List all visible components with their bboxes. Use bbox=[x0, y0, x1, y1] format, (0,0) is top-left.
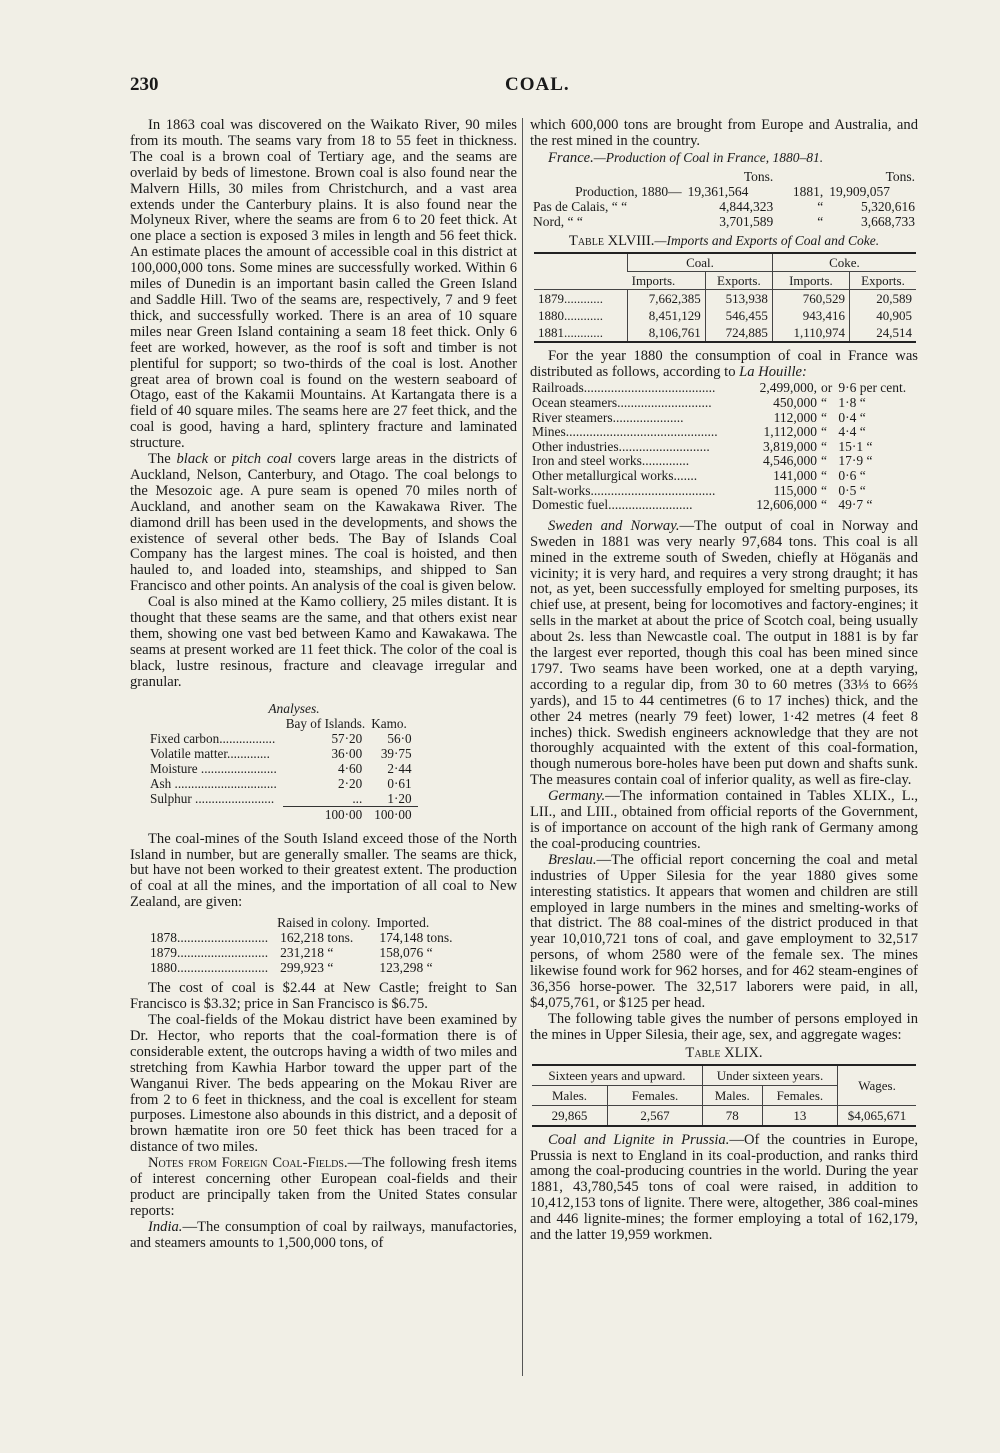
table-row bbox=[530, 184, 918, 199]
consumption-tons: 1,112,000 bbox=[763, 424, 818, 440]
analyses-table bbox=[144, 701, 517, 822]
consumption-label: Salt-works..................................... bbox=[532, 482, 716, 498]
paragraph-silesia-table-intro: The following table gives the number of persons employed in the mines in Upper Silesia, their age, sex, and aggregate wages: bbox=[530, 1010, 918, 1043]
silesia-header-minor: Under sixteen years. bbox=[702, 1065, 837, 1086]
ie-value: 24,514 bbox=[849, 324, 916, 342]
text: —Of the countries in Europe, Prussia is next to England in its coal-production, and ranks third among the coal-producing countries in the world. During the year 1881, 43,780,545 tons of coal were raised, in addition to 10,412,153 tons of lignite. There were, altogether, 386 coal-mines and 446 lignite-mines; the former employing a total of 162,179, and the latter 19,959 workmen. bbox=[530, 1131, 918, 1244]
paragraph-germany bbox=[530, 789, 918, 853]
page-number: 230 bbox=[130, 74, 159, 95]
analyses-value: ... bbox=[352, 790, 363, 806]
consumption-label: Other metallurgical works....... bbox=[532, 468, 698, 483]
paragraph-south-island: The coal-mines of the South Island exceed those of the North Island in number, but are generally smaller. The seams are thick, but have not been worked to their greatest extent. The production of coal at all the mines, and the importation of all coal to New Zealand, are given: bbox=[130, 830, 517, 911]
analyses-label: Fixed carbon................. bbox=[150, 730, 276, 746]
text: —The following fresh items of interest concerning other European coal-fields and their product are principally taken from the United States consular reports: bbox=[130, 1155, 517, 1219]
france-production-table bbox=[530, 169, 918, 229]
ie-value: 20,589 bbox=[849, 289, 916, 307]
table-row bbox=[530, 440, 918, 455]
silesia-subheader: Females. bbox=[608, 1085, 703, 1105]
consumption-tons: 141,000 bbox=[773, 468, 818, 483]
nz-year bbox=[144, 945, 274, 960]
ie-value: 760,529 bbox=[772, 289, 849, 307]
right-column bbox=[530, 118, 918, 1244]
table-row bbox=[144, 960, 459, 975]
page-header bbox=[130, 70, 920, 100]
nz-raised: 299,923 “ bbox=[280, 960, 334, 976]
consumption-pct: 15·1 “ bbox=[838, 438, 873, 454]
section-heading: India. bbox=[148, 1218, 183, 1235]
text: covers large areas in the districts of Auckland, Nelson, Canterbury, and Otago. The coal belongs to the Mesozoic age. A pure seam is opened 70 miles north of Auckland, and another seam on the Kawakawa River. The diamond drill has been used in the developments, and shows the existence of several other beds. The Bay of Islands Coal Company has the largest mines. The coal is hoisted, and then hauled to, and loaded into, steamships, and shipped to San Francisco and other points. An analysis of the coal is given below. bbox=[130, 451, 517, 595]
ie-value: 513,938 bbox=[705, 289, 772, 307]
table-row bbox=[144, 731, 418, 746]
section-heading: Germany. bbox=[548, 788, 606, 805]
paragraph-breslau bbox=[530, 853, 918, 1012]
nz-imported: 174,148 tons. bbox=[379, 930, 453, 946]
fr-header-blank bbox=[530, 169, 685, 184]
imports-exports-table bbox=[534, 252, 916, 343]
paragraph-cost: The cost of coal is $2.44 at New Castle; freight to San Francisco is $3.32; price in San Francisco is $6.75. bbox=[130, 980, 517, 1013]
table-row bbox=[144, 791, 418, 807]
consumption-tons: 450,000 bbox=[773, 395, 818, 411]
paragraph-waikato: In 1863 coal was discovered on the Waikato River, 90 miles from its mouth. The seams vary from 18 to 55 feet in thickness. The coal is a brown coal of Tertiary age, and the seams are overlaid by beds of limestone. Brown coal is also found near the Malvern Hills, 30 miles from Christchurch, and a vast area extends under the Canterbury plains. It is also found near the Molyneux River, where the seams are from 6 to 20 feet thick. At one place a section is exposed 3 miles in length and 56 feet thick. An estimate places the amount of accessible coal in this district at 100,000,000 tons. Some mines are successfully worked. Within 6 miles of Dunedin is an important basin called the Green Island and Saddle Hill. Two of the seams are, respectively, 7 and 9 feet thick, and successfully worked. There is an area of 10 square miles near Green Island containing a seam 18 feet thick. Only 6 feet are worked, however, as the roof is soft and timber is not plentiful for support; so two-thirds of the coal is lost. Another great area of brown coal is found on the western seaboard of Otago, east of the Kakamii Mountains. At Kartangata there is a field of 40 square miles. The seams here are 27 feet thick, and the coal is good, having a hard, splintery fracture and laminated structure. bbox=[130, 117, 517, 452]
consumption-pct: 0·4 “ bbox=[838, 409, 866, 425]
silesia-subheader: Females. bbox=[762, 1085, 837, 1105]
section-heading: France. bbox=[548, 149, 594, 166]
text: For the year 1880 the consumption of coal in France was distributed as follows, according to bbox=[530, 347, 918, 380]
fr-label: Production, 1880— bbox=[575, 183, 682, 199]
section-heading: Notes from Foreign Coal-Fields. bbox=[148, 1155, 348, 1172]
consumption-or: “ bbox=[821, 482, 828, 498]
ie-subheader: Imports. bbox=[628, 271, 706, 289]
silesia-subheader: Males. bbox=[702, 1085, 762, 1105]
table-row bbox=[530, 454, 918, 469]
consumption-pct: 0·6 “ bbox=[838, 468, 866, 483]
consumption-tons: 4,546,000 bbox=[763, 453, 818, 469]
analyses-value: 2·44 bbox=[387, 760, 412, 776]
ie-value: 546,455 bbox=[705, 307, 772, 324]
fr-year: “ bbox=[817, 198, 824, 214]
text: or bbox=[208, 451, 232, 468]
analyses-label: Ash ............................... bbox=[150, 775, 277, 791]
consumption-label: Iron and steel works.............. bbox=[532, 453, 690, 469]
silesia-value: 29,865 bbox=[551, 1107, 588, 1123]
consumption-or: “ bbox=[821, 438, 828, 454]
ie-header-coal: Coal. bbox=[628, 253, 773, 272]
leader-dots: ........................... bbox=[177, 930, 269, 946]
paragraph-mokau: The coal-fields of the Mokau district have been examined by Dr. Hector, who reports that the coal-formation there is of considerable extent, the outcrops having a width of two miles and stretching from Kawhia Harbor toward the upper part of the Wanganui River. The beds appearing on the Mokau River are from 2 to 6 feet in thickness, and the coal is excellent for steam purposes. Limestone also abounds in this district, and a deposit of brown hæmatite iron ore 50 feet thick has been traced for a distance of two miles. bbox=[130, 1011, 517, 1156]
silesia-subheader: Males. bbox=[532, 1085, 608, 1105]
analyses-value: 56·0 bbox=[387, 730, 412, 746]
section-heading: Sweden and Norway. bbox=[548, 517, 680, 534]
nz-header-imported: Imported. bbox=[376, 915, 430, 931]
consumption-tons: 112,000 bbox=[773, 409, 818, 425]
paragraph-france-consumption bbox=[530, 349, 918, 381]
fr-header-tons: Tons. bbox=[743, 168, 774, 184]
analyses-label: Sulphur ........................ bbox=[150, 790, 275, 806]
left-column bbox=[130, 118, 517, 1252]
fr-year: “ bbox=[817, 213, 824, 229]
fr-value: 5,320,616 bbox=[861, 198, 915, 214]
nz-raised: 231,218 “ bbox=[280, 945, 334, 961]
fr-label: Nord, “ “ bbox=[533, 213, 583, 229]
paragraph-kamo: Coal is also mined at the Kamo colliery, 25 miles distant. It is thought that these seams are the same, and that others exist near them, showing one vast bed between Kamo and Kawakawa. The seams at present worked are 11 feet thick. The color of the coal is black, lustre resinous, fracture and cleavage irregular and granular. bbox=[130, 594, 517, 690]
silesia-value: $4,065,671 bbox=[838, 1105, 916, 1126]
consumption-label: Mines............................................. bbox=[532, 424, 718, 440]
table-row bbox=[534, 289, 916, 307]
table-row bbox=[534, 307, 916, 324]
consumption-or: or bbox=[821, 380, 833, 396]
year: 1879 bbox=[150, 945, 177, 961]
year: 1878 bbox=[150, 930, 177, 946]
analyses-value: 1·20 bbox=[387, 790, 412, 806]
table-row bbox=[530, 498, 918, 513]
table-label: Table XLVIII. bbox=[568, 232, 655, 249]
table-row bbox=[530, 425, 918, 440]
text: —The information contained in Tables XLIX., L., LII., and LIII., obtained from official reports of the Government, is of importance on account of the high rank of Germany among the coal-producing countries. bbox=[530, 788, 918, 852]
fr-header-tons: Tons. bbox=[885, 168, 915, 184]
consumption-tons: 2,499,000, bbox=[759, 380, 818, 396]
analyses-label: Volatile matter............. bbox=[150, 745, 270, 761]
consumption-tons: 12,606,000 bbox=[756, 497, 818, 513]
consumption-label: Domestic fuel......................... bbox=[532, 497, 693, 513]
silesia-value: 78 bbox=[702, 1105, 762, 1126]
consumption-label: Ocean steamers............................ bbox=[532, 395, 712, 411]
table-row bbox=[530, 469, 918, 484]
table-row bbox=[530, 381, 918, 396]
text: —The official report concerning the coal and metal industries of Upper Silesia for the year 1880 gives some interesting statistics. It appears that women and children are still employed in large numbers in the mines and smelting-works of that district. The 88 coal-mines of the district produced in that year 10,010,721 tons of coal, and gave employment to 32,517 persons, of whom 2580 were of the female sex. The mines likewise found work for 962 horses, and for 462 steam-engines of 36,356 horse-power. The 32,517 laborers were paid, in all, $4,075,761, or $125 per head. bbox=[530, 851, 918, 1011]
table-row bbox=[530, 199, 918, 214]
consumption-pct: 1·8 “ bbox=[838, 395, 866, 411]
nz-imported: 123,298 “ bbox=[379, 960, 433, 976]
analyses-value: 57·20 bbox=[331, 730, 363, 746]
table-title: —Production of Coal in France, 1880–81. bbox=[593, 149, 824, 165]
analyses-value: 4·60 bbox=[338, 760, 363, 776]
fr-value: 3,668,733 bbox=[861, 213, 915, 229]
consumption-or: “ bbox=[821, 409, 828, 425]
analyses-header-bay: Bay of Islands. bbox=[285, 715, 366, 731]
consumption-pct: 0·5 “ bbox=[838, 482, 866, 498]
analyses-header-blank bbox=[144, 716, 283, 731]
nz-production-table bbox=[144, 915, 459, 975]
text-italic: pitch coal bbox=[231, 451, 292, 468]
table-row bbox=[534, 324, 916, 342]
nz-year bbox=[144, 930, 274, 945]
text: —The output of coal in Norway and Sweden in 1881 was very nearly 97,684 tons. This coal is all mined in the extreme south of Sweden, chiefly at Höganäs and vicinity; it is very hard, and requires a very strong draught; it has not, as yet, been successfully employed for smelting purposes, its chief use, at present, being for locomotives and factory-engines; it sells in the market at about the price of Scotch coal, being usually about 2s. less than Newcastle coal. The output in 1881 is by far the largest ever reported, though this coal has been mined since 1797. Two seams have been worked, one at a depth varying, according to a regular dip, from 30 to 60 metres (33⅓ to 66⅔ yards), and 15 to 44 centimetres (6 to 17 inches) thick, and the other 24 metres (nearly 79 feet) lower, 1·42 metres (4 feet 8 inches) thick. Swedish engineers acknowledge that they are not thoroughly acquainted with the extent of this coal-formation, though numerous bore-holes have been put down and shafts sunk. The measures contain coal of inferior quality, as well as fire-clay. bbox=[530, 517, 918, 789]
table-row-total bbox=[144, 806, 418, 822]
text: The bbox=[148, 451, 177, 468]
running-head: COAL. bbox=[505, 74, 570, 95]
analyses-label: Moisture ....................... bbox=[150, 760, 277, 776]
consumption-label: Railroads....................................... bbox=[532, 380, 716, 396]
consumption-pct: 9·6 per cent. bbox=[838, 380, 907, 396]
ie-value: 7,662,385 bbox=[628, 289, 706, 307]
silesia-table bbox=[532, 1064, 916, 1127]
fr-value: 4,844,323 bbox=[719, 198, 774, 214]
nz-header-raised: Raised in colony. bbox=[277, 915, 371, 931]
section-heading: Coal and Lignite in Prussia. bbox=[548, 1131, 730, 1148]
table-row bbox=[144, 776, 418, 791]
fr-year: 1881, bbox=[792, 183, 824, 199]
consumption-or: “ bbox=[821, 468, 828, 483]
consumption-or: “ bbox=[821, 424, 828, 440]
nz-raised: 162,218 tons. bbox=[280, 930, 354, 946]
ie-header-coke: Coke. bbox=[772, 253, 916, 272]
analyses-total: 100·00 bbox=[368, 806, 417, 822]
consumption-pct: 17·9 “ bbox=[838, 453, 873, 469]
fr-header-blank bbox=[776, 169, 826, 184]
analyses-value: 2·20 bbox=[338, 775, 363, 791]
ie-header-blank bbox=[534, 253, 628, 290]
ie-subheader: Exports. bbox=[849, 271, 916, 289]
table-row bbox=[144, 761, 418, 776]
nz-imported: 158,076 “ bbox=[379, 945, 433, 961]
consumption-pct: 49·7 “ bbox=[838, 497, 873, 513]
table-row bbox=[144, 945, 459, 960]
paragraph-prussia bbox=[530, 1133, 918, 1244]
fr-value: 3,701,589 bbox=[719, 213, 774, 229]
section-heading: Breslau. bbox=[548, 851, 597, 868]
ie-value: 724,885 bbox=[705, 324, 772, 342]
fr-value: 19,361,564 bbox=[687, 183, 749, 199]
paragraph-notes bbox=[130, 1156, 517, 1220]
analyses-value: 36·00 bbox=[331, 745, 363, 761]
leader-dots: ........................... bbox=[177, 960, 269, 976]
year: 1880 bbox=[150, 960, 177, 976]
ie-value: 8,106,761 bbox=[628, 324, 706, 342]
silesia-header-wages: Wages. bbox=[838, 1065, 916, 1106]
ie-value: 40,905 bbox=[849, 307, 916, 324]
paragraph-india-cont: which 600,000 tons are brought from Europe and Australia, and the rest mined in the country. bbox=[530, 117, 918, 149]
analyses-total-blank bbox=[144, 806, 283, 822]
table-row bbox=[144, 746, 418, 761]
paragraph-sweden bbox=[530, 519, 918, 789]
ie-subheader: Imports. bbox=[772, 271, 849, 289]
nz-header-blank bbox=[144, 915, 274, 930]
silesia-header-adult: Sixteen years and upward. bbox=[532, 1065, 702, 1086]
analyses-grid bbox=[144, 716, 418, 822]
ie-value: 943,416 bbox=[772, 307, 849, 324]
silesia-value: 2,567 bbox=[608, 1105, 703, 1126]
table-row bbox=[530, 411, 918, 426]
consumption-label: River steamers..................... bbox=[532, 409, 684, 425]
analyses-value: 39·75 bbox=[380, 745, 412, 761]
silesia-value: 13 bbox=[762, 1105, 837, 1126]
consumption-or: “ bbox=[821, 395, 828, 411]
paragraph-india bbox=[130, 1220, 517, 1252]
ie-year: 1880............ bbox=[538, 307, 603, 323]
table-row bbox=[530, 484, 918, 499]
consumption-or: “ bbox=[821, 453, 828, 469]
text-italic: black bbox=[176, 451, 209, 468]
analyses-header-kamo: Kamo. bbox=[371, 715, 407, 731]
text-italic: La Houille: bbox=[739, 363, 807, 380]
table-row bbox=[532, 1105, 916, 1126]
ie-value: 1,110,974 bbox=[772, 324, 849, 342]
analyses-value: 0·61 bbox=[387, 775, 412, 791]
fr-label: Pas de Calais, “ “ bbox=[533, 198, 628, 214]
ie-year: 1881............ bbox=[538, 324, 603, 340]
table-row bbox=[530, 396, 918, 411]
table-caption: —Imports and Exports of Coal and Coke. bbox=[654, 232, 880, 248]
table-row bbox=[144, 930, 459, 945]
france-title bbox=[530, 150, 918, 167]
nz-year bbox=[144, 960, 274, 975]
table-48-title bbox=[530, 233, 918, 250]
analyses-total: 100·00 bbox=[283, 806, 368, 822]
consumption-tons: 115,000 bbox=[773, 482, 818, 498]
table-row bbox=[530, 214, 918, 229]
ie-year: 1879............ bbox=[538, 290, 603, 306]
leader-dots: ........................... bbox=[177, 945, 269, 961]
ie-value: 8,451,129 bbox=[628, 307, 706, 324]
paragraph-black-coal bbox=[130, 452, 517, 595]
analyses-title: Analyses. bbox=[268, 700, 320, 716]
ie-subheader: Exports. bbox=[705, 271, 772, 289]
text: —The consumption of coal by railways, manufactories, and steamers amounts to 1,500,000 tons, of bbox=[130, 1218, 517, 1251]
consumption-table bbox=[530, 381, 918, 512]
column-divider bbox=[522, 118, 523, 1376]
consumption-label: Other industries........................... bbox=[532, 438, 710, 454]
consumption-or: “ bbox=[821, 497, 828, 513]
consumption-pct: 4·4 “ bbox=[838, 424, 866, 440]
fr-value: 19,909,057 bbox=[829, 183, 890, 199]
consumption-tons: 3,819,000 bbox=[763, 438, 818, 454]
table-49-title: Table XLIX. bbox=[685, 1044, 763, 1061]
